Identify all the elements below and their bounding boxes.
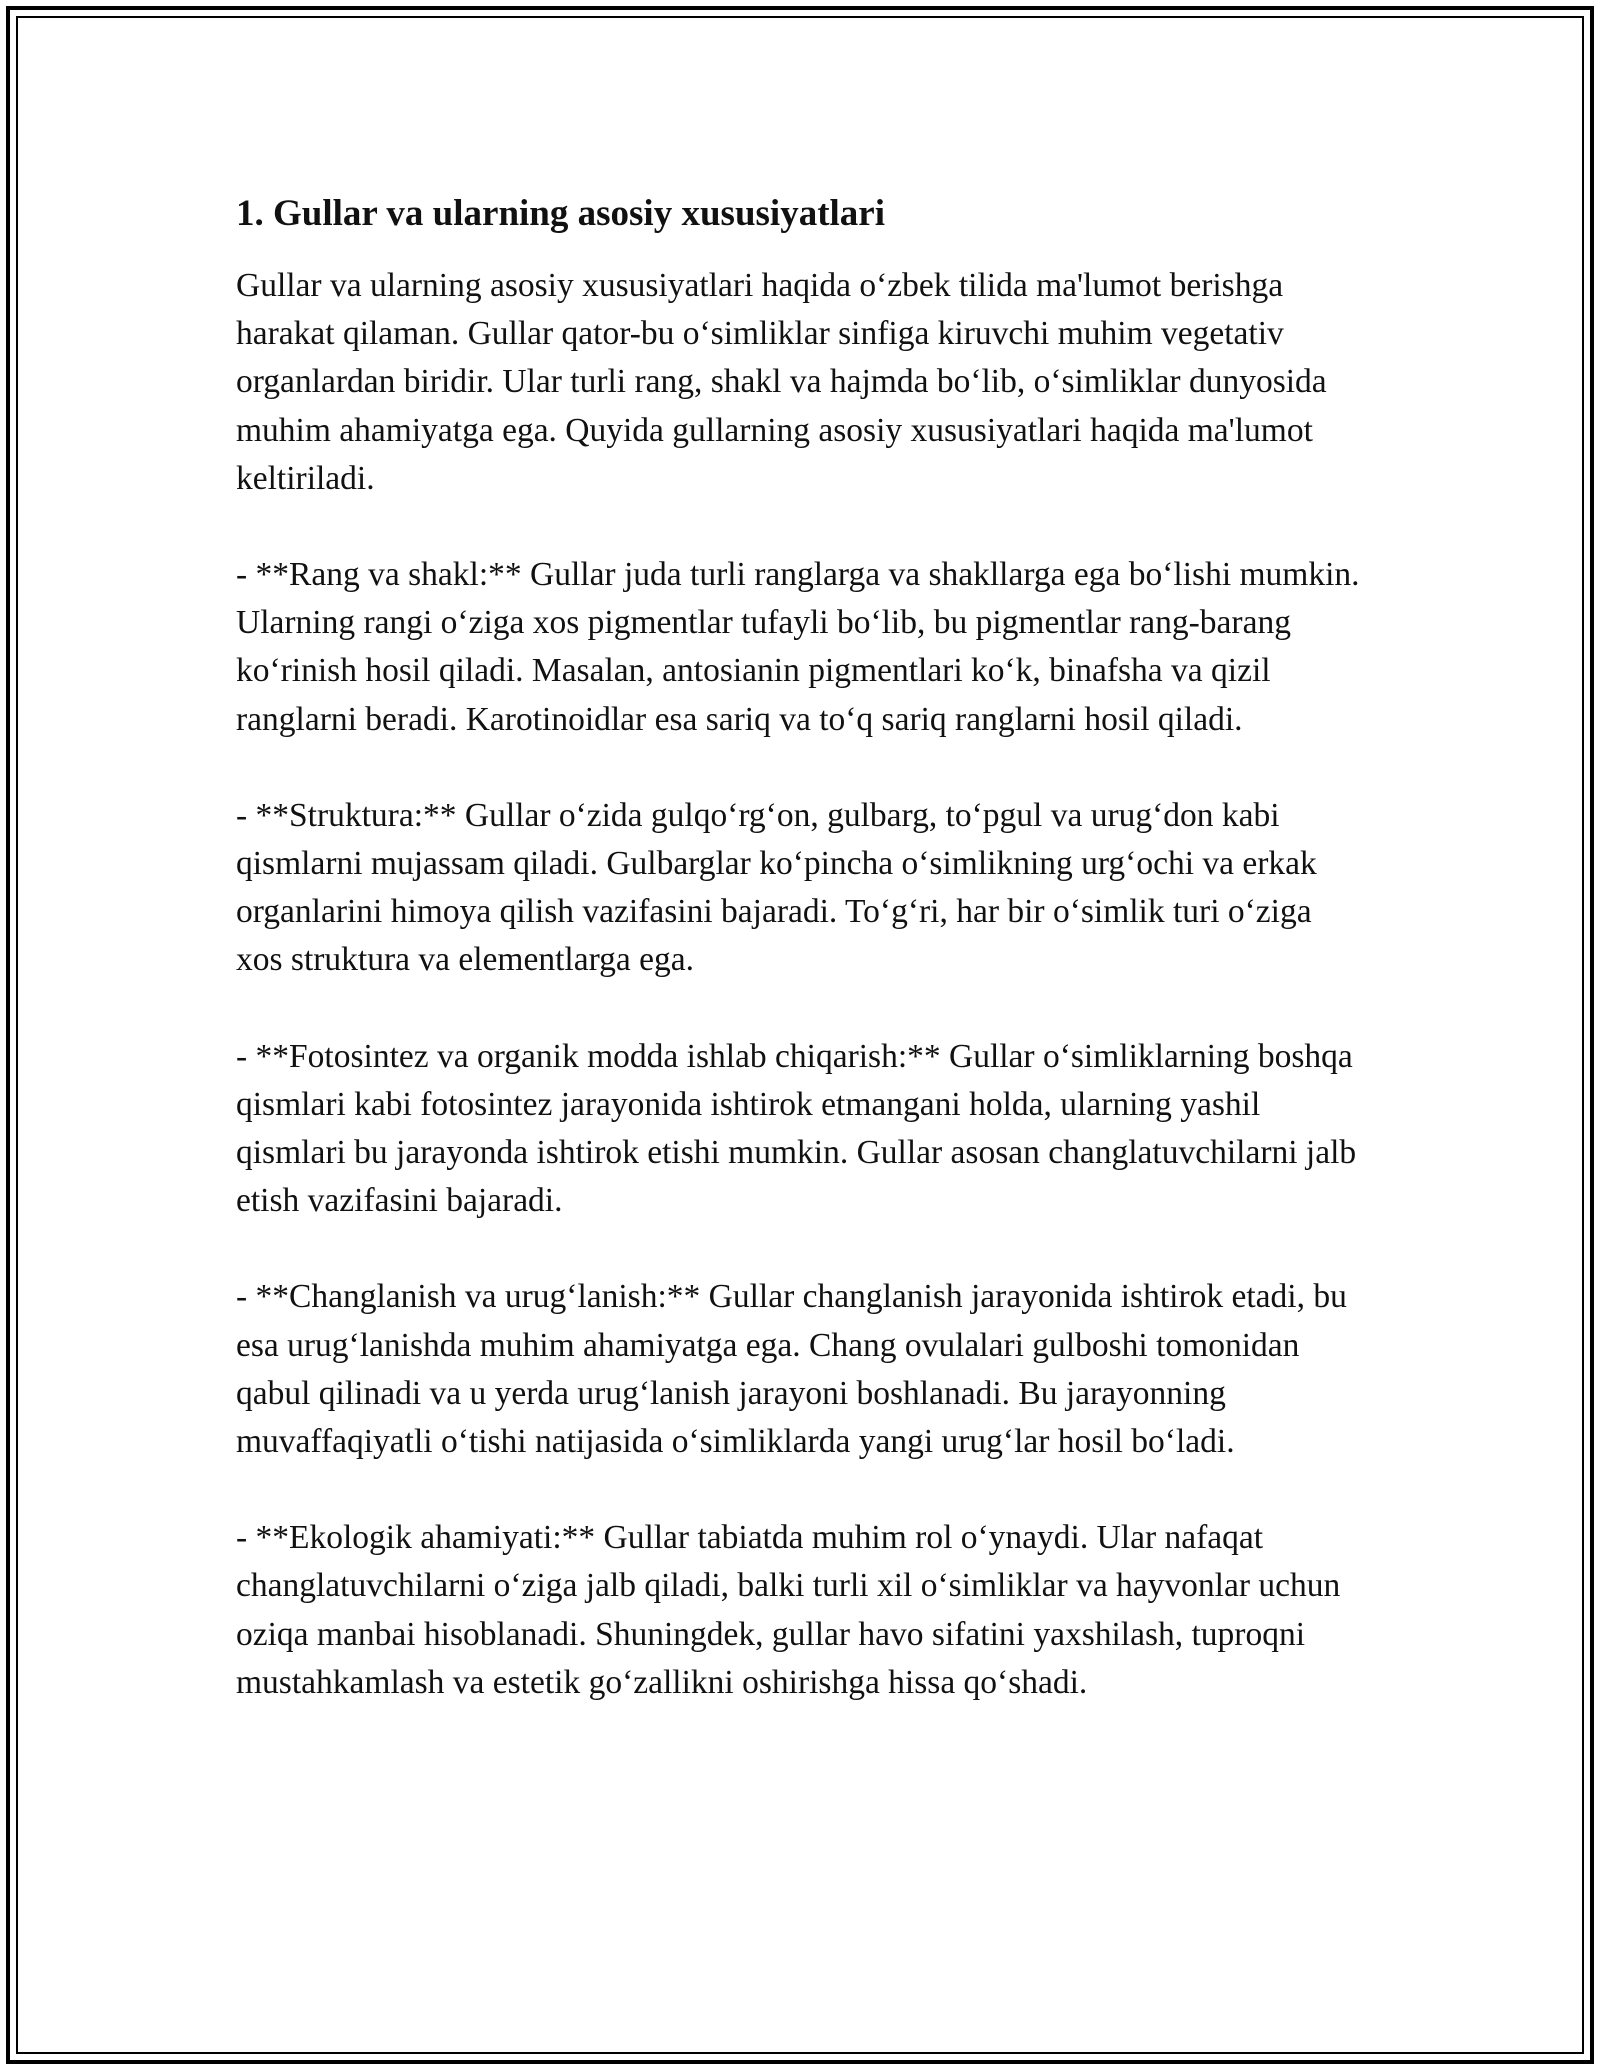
paragraph-ekologik-ahamiyati: - **Ekologik ahamiyati:** Gullar tabiatda muhim rol o‘ynaydi. Ular nafaqat changlatuvchilarni o‘ziga jalb qiladi, balki turli xil o‘simliklar va hayvonlar uchun oziqa manbai hisoblanadi. Shuningdek, gullar havo sifatini yaxshilash, tuproqni mustahkamlash va estetik go‘zallikni oshirishga hissa qo‘shadi.	[236, 1519, 1341, 1701]
intro-paragraph: Gullar va ularning asosiy xususiyatlari haqida o‘zbek tilida ma'lumot berishga harakat qilaman. Gullar qator-bu o‘simliklar sinfiga kiruvchi muhim vegetativ organlardan biridir. Ular turli rang, shakl va hajmda bo‘lib, o‘simliklar dunyosida muhim ahamiyatga ega. Quyida gullarning asosiy xususiyatlari haqida ma'lumot keltiriladi.	[236, 267, 1327, 497]
paragraph-changlanish: - **Changlanish va urug‘lanish:** Gullar changlanish jarayonida ishtirok etadi, bu esa urug‘lanishda muhim ahamiyatga ega. Chang ovulalari gulboshi tomonidan qabul qilinadi va u yerda urug‘lanish jarayoni boshlanadi. Bu jarayonning muvaffaqiyatli o‘tishi natijasida o‘simliklarda yangi urug‘lar hosil bo‘ladi.	[236, 1278, 1347, 1461]
paragraph-rang-va-shakl: - **Rang va shakl:** Gullar juda turli ranglarga va shakllarga ega bo‘lishi mumkin. Ularning rangi o‘ziga xos pigmentlar tufayli bo‘lib, bu pigmentlar rang-barang ko‘rinish hosil qiladi. Masalan, antosianin pigmentlari ko‘k, binafsha va qizil ranglarni beradi. Karotinoidlar esa sariq va to‘q sariq ranglarni hosil qiladi.	[236, 556, 1360, 738]
section-heading: 1. Gullar va ularning asosiy xususiyatlari	[236, 193, 885, 234]
paragraph-fotosintez: - **Fotosintez va organik modda ishlab chiqarish:** Gullar o‘simliklarning boshqa qismlari kabi fotosintez jarayonida ishtirok etmangani holda, ularning yashil qismlari bu jarayonda ishtirok etishi mumkin. Gullar asosan changlatuvchilarni jalb etish vazifasini bajaradi.	[236, 1037, 1357, 1220]
paragraph-struktura: - **Struktura:** Gullar o‘zida gulqo‘rg‘on, gulbarg, to‘pgul va urug‘don kabi qismlarni mujassam qiladi. Gulbarglar ko‘pincha o‘simlikning urg‘ochi va erkak organlarini himoya qilish vazifasini bajaradi. To‘g‘ri, har bir o‘simlik turi o‘ziga xos struktura va elementlarga ega.	[236, 796, 1317, 979]
document-body	[236, 188, 1366, 1755]
